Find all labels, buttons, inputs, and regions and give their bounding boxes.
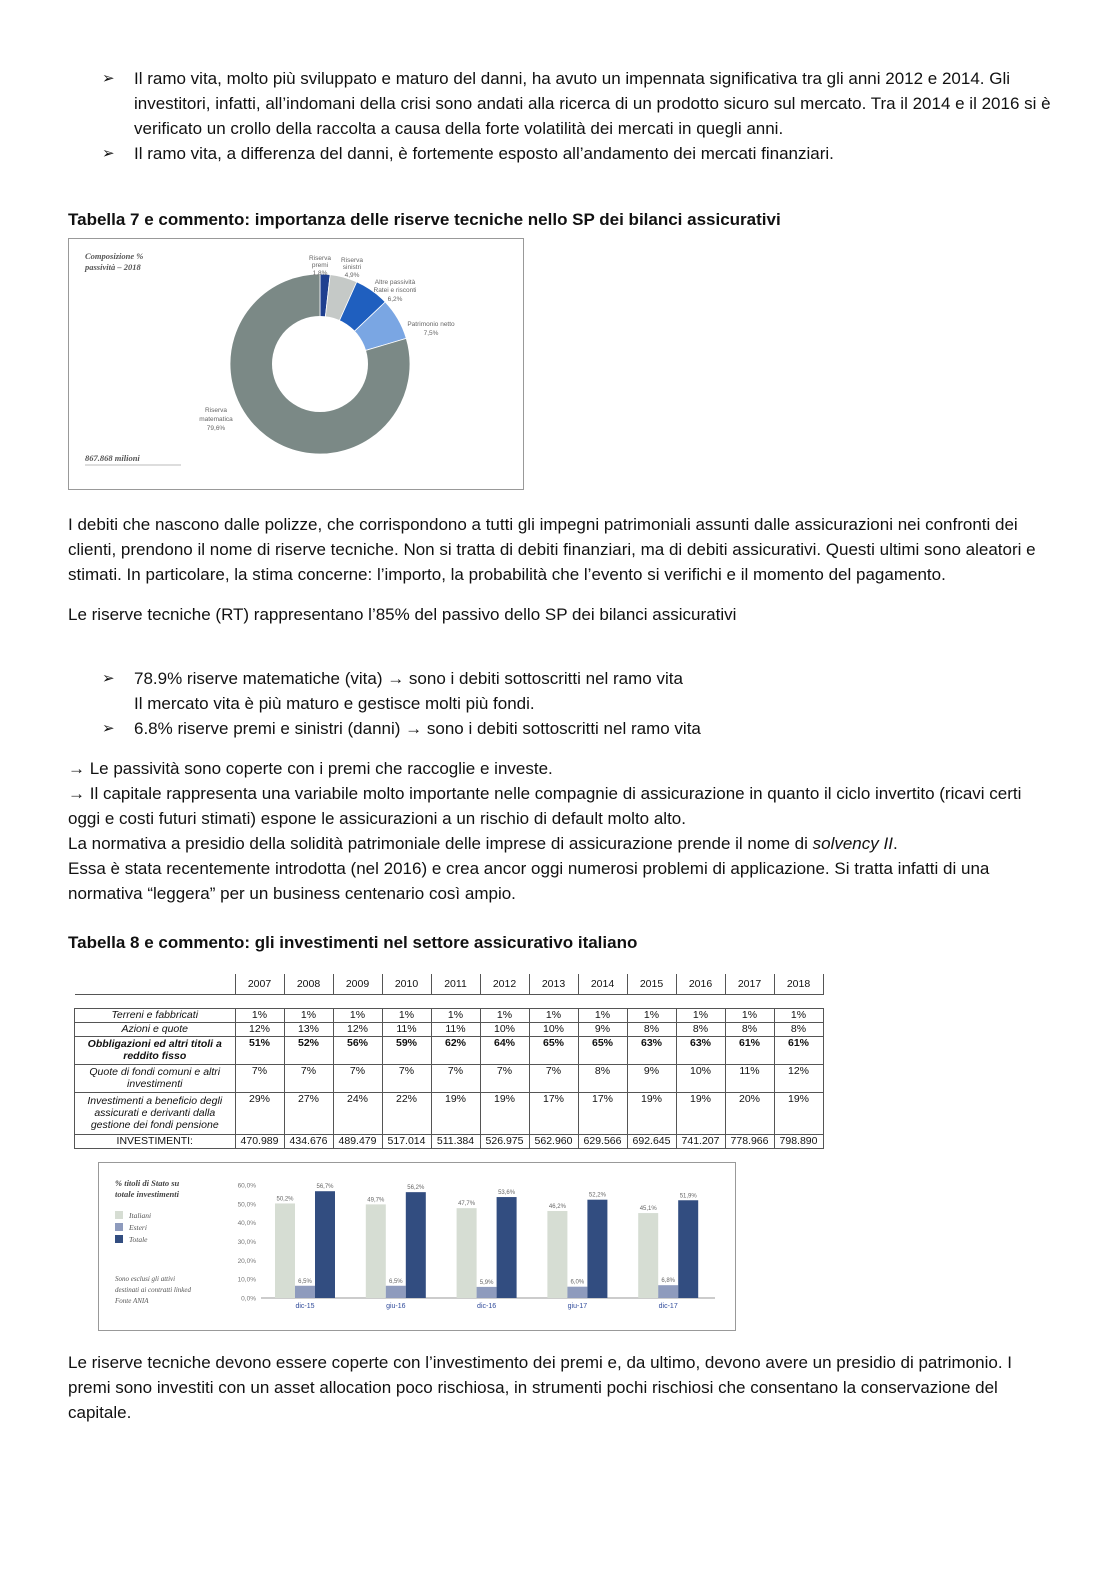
bar-esteri (477, 1287, 497, 1298)
row-label: Terreni e fabbricati (75, 1008, 236, 1022)
table-cell: 63% (676, 1036, 725, 1064)
total-cell: 562.960 (529, 1134, 578, 1148)
bar-esteri (567, 1287, 587, 1298)
total-cell: 798.890 (774, 1134, 823, 1148)
row-label: Quote di fondi comuni e altri investimenti (75, 1064, 236, 1092)
intro-bullets (68, 66, 1058, 166)
value-label-totale: 51,9% (679, 1193, 697, 1200)
total-cell: 470.989 (235, 1134, 284, 1148)
row-label: Investimenti a beneficio degli assicurati e derivanti dalla gestione dei fondi pensione (75, 1092, 236, 1134)
paragraph: I debiti che nascono dalle polizze, che corrispondono a tutti gli impegni patrimoniali assunti dalle assicurazioni nei confronti dei clienti, prendono il nome di riserve tecniche. Non si tratta di debiti finanziari, ma di debiti assicurativi. Questi ultimi sono aleatori e stimati. In particolare, la stima concerne: l’importo, la probabilità che l’evento si verifichi e il momento del pagamento. (68, 515, 1036, 584)
table-cell: 12% (774, 1064, 823, 1092)
table-cell: 12% (333, 1022, 382, 1036)
source-note: Sono esclusi gli attivi (115, 1275, 176, 1283)
table-cell: 1% (382, 1008, 431, 1022)
bullet-text: 78.9% riserve matematiche (vita) → sono i debiti sottoscritti nel ramo vita (134, 669, 683, 688)
x-tick-label: giu-17 (567, 1303, 588, 1310)
value-label-italiani: 50,2% (276, 1196, 294, 1203)
label-premi-2: premi (311, 262, 329, 269)
table-cell: 19% (676, 1092, 725, 1134)
bar-italiani (366, 1204, 386, 1298)
bullet-arrow-icon: ➢ (102, 145, 115, 162)
legend-label: Esteri (129, 1223, 147, 1232)
total-cell: 489.479 (333, 1134, 382, 1148)
value-label-totale: 53,6% (498, 1190, 516, 1197)
table-cell: 59% (382, 1036, 431, 1064)
table-cell: 64% (480, 1036, 529, 1064)
donut-hole (272, 316, 368, 412)
table-cell: 11% (431, 1022, 480, 1036)
table-cell: 1% (627, 1008, 676, 1022)
bullet-text: Il ramo vita, molto più sviluppato e maturo del danni, ha avuto un impennata significativa tra gli anni 2012 e 2014. Gli investitori, infatti, all’indomani della crisi sono andati alla ricerca di un prodotto sicuro sul mercato. Tra il 2014 e il 2016 si è verificato un crollo della raccolta a causa della forte volatilità dei mercati in quegli anni. (134, 69, 1051, 138)
table-cell: 62% (431, 1036, 480, 1064)
table-cell: 11% (382, 1022, 431, 1036)
value-label-esteri: 6,0% (570, 1279, 585, 1286)
table-cell: 8% (774, 1022, 823, 1036)
corner-cell (75, 974, 236, 994)
text-block-3 (68, 1350, 1053, 1425)
bar-totale (406, 1192, 426, 1298)
y-tick-label: 20,0% (237, 1257, 256, 1265)
label-altre-3: 6,2% (387, 296, 403, 303)
x-tick-label: giu-16 (386, 1303, 406, 1310)
label-sinistri-3: 4,9% (344, 272, 360, 279)
table-cell: 24% (333, 1092, 382, 1134)
table-cell: 52% (284, 1036, 333, 1064)
bar-italiani (547, 1211, 567, 1298)
bar-figure (98, 1162, 736, 1331)
text-block-1 (68, 512, 1053, 627)
year-header: 2018 (774, 974, 823, 994)
legend-swatch (115, 1223, 123, 1231)
table-cell: 7% (333, 1064, 382, 1092)
table-cell: 10% (480, 1022, 529, 1036)
table-cell: 19% (480, 1092, 529, 1134)
year-header: 2016 (676, 974, 725, 994)
value-label-esteri: 6,5% (388, 1278, 403, 1285)
year-header: 2012 (480, 974, 529, 994)
table-cell: 8% (725, 1022, 774, 1036)
table-cell: 1% (725, 1008, 774, 1022)
year-header: 2014 (578, 974, 627, 994)
label-matematica-1: Riserva (204, 407, 228, 414)
total-cell: 778.966 (725, 1134, 774, 1148)
investments-table-wrap (74, 974, 824, 1149)
table-cell: 1% (235, 1008, 284, 1022)
source-note: destinati ai contratti linked (115, 1286, 192, 1294)
total-cell: 692.645 (627, 1134, 676, 1148)
table-cell: 7% (480, 1064, 529, 1092)
table-cell: 20% (725, 1092, 774, 1134)
y-tick-label: 60,0% (237, 1182, 256, 1190)
solvency-term: solvency II (812, 834, 893, 853)
table-cell: 8% (627, 1022, 676, 1036)
table-cell: 1% (284, 1008, 333, 1022)
label-sinistri-1: Riserva (340, 257, 364, 264)
x-tick-label: dic-15 (295, 1303, 315, 1310)
year-header: 2015 (627, 974, 676, 994)
donut-title-1: Composizione % (85, 251, 144, 261)
total-cell: 526.975 (480, 1134, 529, 1148)
label-altre-1: Altre passività (374, 279, 416, 286)
bar-chart (99, 1163, 735, 1330)
y-tick-label: 0,0% (241, 1295, 256, 1303)
label-sinistri-2: sinistri (342, 264, 362, 271)
legend-label: Italiani (129, 1211, 152, 1220)
table7-title: Tabella 7 e commento: importanza delle riserve tecniche nello SP dei bilanci assicurativi (68, 210, 781, 229)
value-label-esteri: 6,8% (661, 1278, 676, 1285)
label-matematica-2: matematica (199, 416, 233, 423)
table-cell: 7% (235, 1064, 284, 1092)
totals-row (75, 1134, 824, 1148)
x-tick-label: dic-16 (477, 1303, 497, 1310)
solvency-text: La normativa a presidio della solidità patrimoniale delle imprese di assicurazione prende il nome di (68, 834, 813, 853)
bullet-text: 6.8% riserve premi e sinistri (danni) → sono i debiti sottoscritti nel ramo vita (134, 719, 701, 738)
table-cell: 10% (676, 1064, 725, 1092)
bar-italiani (275, 1203, 295, 1298)
rt-bullets (68, 666, 1053, 741)
total-cell: 511.384 (431, 1134, 480, 1148)
table-cell: 22% (382, 1092, 431, 1134)
year-header: 2017 (725, 974, 774, 994)
total-cell: 434.676 (284, 1134, 333, 1148)
list-item (68, 141, 1058, 166)
bullet-arrow-icon: ➢ (102, 720, 115, 737)
x-tick-label: dic-17 (658, 1303, 678, 1310)
table-cell: 17% (578, 1092, 627, 1134)
table-cell: 17% (529, 1092, 578, 1134)
label-patrimonio-1: Patrimonio netto (407, 321, 455, 328)
table-cell: 1% (480, 1008, 529, 1022)
text-block-2 (68, 756, 1053, 906)
table-cell: 7% (529, 1064, 578, 1092)
table-cell: 19% (627, 1092, 676, 1134)
paragraph: Essa è stata recentemente introdotta (nel 2016) e crea ancor oggi numerosi problemi di applicazione. Si tratta infatti di una normativa “leggera” per un business centenario così ampio. (68, 859, 990, 903)
year-header: 2008 (284, 974, 333, 994)
table-cell: 65% (529, 1036, 578, 1064)
donut-title-2: passività – 2018 (85, 262, 141, 272)
spacer-row (75, 994, 824, 1008)
value-label-italiani: 47,7% (458, 1201, 476, 1208)
table-cell: 61% (725, 1036, 774, 1064)
table-row (75, 1022, 824, 1036)
total-cell: 517.014 (382, 1134, 431, 1148)
value-label-totale: 52,2% (588, 1192, 606, 1199)
bullet-text: Il ramo vita, a differenza del danni, è fortemente esposto all’andamento dei mercati finanziari. (134, 144, 834, 163)
legend-label: Totale (129, 1235, 148, 1244)
table-cell: 61% (774, 1036, 823, 1064)
label-premi-1: Riserva (308, 255, 332, 262)
donut-chart (69, 239, 523, 489)
paragraph: Le riserve tecniche devono essere coperte con l’investimento dei premi e, da ultimo, devono avere un presidio di patrimonio. I premi sono investiti con un asset allocation poco rischiosa, in strumenti pochi rischiosi che consentano la conservazione del capitale. (68, 1353, 1013, 1422)
bar-title-2: totale investimenti (115, 1189, 179, 1199)
paragraph: Le riserve tecniche (RT) rappresentano l’85% del passivo dello SP dei bilanci assicurativi (68, 605, 737, 624)
bar-esteri (658, 1285, 678, 1298)
bar-totale (315, 1191, 335, 1298)
total-cell: 629.566 (578, 1134, 627, 1148)
table-cell: 1% (333, 1008, 382, 1022)
table-row (75, 1008, 824, 1022)
table-cell: 27% (284, 1092, 333, 1134)
paragraph (68, 831, 1053, 856)
year-header: 2007 (235, 974, 284, 994)
table-cell: 9% (627, 1064, 676, 1092)
table-cell: 13% (284, 1022, 333, 1036)
solvency-end: . (892, 834, 898, 853)
year-header: 2009 (333, 974, 382, 994)
source-note: Fonte ANIA (115, 1297, 149, 1305)
list-item (68, 716, 1053, 741)
year-header: 2011 (431, 974, 480, 994)
bullet-text: Il mercato vita è più maturo e gestisce molti più fondi. (134, 694, 535, 713)
table-cell: 1% (578, 1008, 627, 1022)
table-cell: 19% (431, 1092, 480, 1134)
table-row (75, 1036, 824, 1064)
y-tick-label: 50,0% (237, 1201, 256, 1209)
legend-swatch (115, 1211, 123, 1219)
table-cell: 8% (676, 1022, 725, 1036)
label-altre-2: Ratei e risconti (373, 287, 417, 294)
bullet-arrow-icon: ➢ (102, 70, 115, 87)
table-cell: 29% (235, 1092, 284, 1134)
table-cell: 12% (235, 1022, 284, 1036)
table-row (75, 1064, 824, 1092)
bar-totale (587, 1200, 607, 1298)
bar-title-1: % titoli di Stato su (115, 1178, 180, 1188)
value-label-totale: 56,2% (407, 1185, 425, 1192)
table-cell: 65% (578, 1036, 627, 1064)
table-cell: 8% (578, 1064, 627, 1092)
list-item (68, 66, 1058, 141)
bar-italiani (638, 1213, 658, 1298)
total-cell: 741.207 (676, 1134, 725, 1148)
table-cell: 7% (284, 1064, 333, 1092)
value-label-totale: 56,7% (316, 1184, 334, 1191)
totals-label: INVESTIMENTI: (75, 1134, 236, 1148)
table-cell: 7% (382, 1064, 431, 1092)
year-header: 2013 (529, 974, 578, 994)
y-tick-label: 10,0% (237, 1276, 256, 1284)
table-cell: 63% (627, 1036, 676, 1064)
table-cell: 11% (725, 1064, 774, 1092)
label-matematica-3: 79,6% (206, 425, 226, 432)
table-cell: 9% (578, 1022, 627, 1036)
bar-totale (678, 1200, 698, 1298)
investments-table (74, 974, 824, 1149)
table-cell: 10% (529, 1022, 578, 1036)
donut-figure (68, 238, 524, 490)
row-label: Azioni e quote (75, 1022, 236, 1036)
table-cell: 19% (774, 1092, 823, 1134)
paragraph: → Le passività sono coperte con i premi che raccoglie e investe. (68, 759, 553, 778)
bar-italiani (457, 1208, 477, 1298)
table-cell: 1% (774, 1008, 823, 1022)
table-cell: 56% (333, 1036, 382, 1064)
donut-footer: 867.868 milioni (85, 453, 140, 463)
table-cell: 51% (235, 1036, 284, 1064)
table8-title: Tabella 8 e commento: gli investimenti nel settore assicurativo italiano (68, 933, 638, 952)
table-row (75, 1092, 824, 1134)
year-header: 2010 (382, 974, 431, 994)
value-label-italiani: 45,1% (639, 1206, 657, 1213)
table-cell: 1% (431, 1008, 480, 1022)
list-item (68, 666, 1053, 716)
value-label-italiani: 46,2% (548, 1203, 566, 1210)
bar-totale (497, 1197, 517, 1298)
y-tick-label: 30,0% (237, 1239, 256, 1246)
label-premi-3: 1,8% (312, 270, 328, 277)
bar-esteri (295, 1286, 315, 1298)
value-label-esteri: 5,9% (479, 1279, 494, 1286)
table-cell: 1% (676, 1008, 725, 1022)
legend-swatch (115, 1235, 123, 1243)
row-label: Obbligazioni ed altri titoli a reddito fisso (75, 1036, 236, 1064)
bullet-arrow-icon: ➢ (102, 670, 115, 687)
y-tick-label: 40,0% (237, 1220, 256, 1228)
label-patrimonio-2: 7,5% (423, 330, 439, 337)
value-label-esteri: 6,5% (298, 1278, 312, 1285)
paragraph: → Il capitale rappresenta una variabile molto importante nelle compagnie di assicurazione in quanto il ciclo invertito (ricavi certi oggi e costi futuri stimati) espone le assicurazioni a un rischio di default molto alto. (68, 784, 1022, 828)
value-label-italiani: 49,7% (367, 1197, 385, 1204)
table-cell: 7% (431, 1064, 480, 1092)
table-header-row (75, 974, 824, 994)
bar-esteri (386, 1286, 406, 1298)
table-cell: 1% (529, 1008, 578, 1022)
